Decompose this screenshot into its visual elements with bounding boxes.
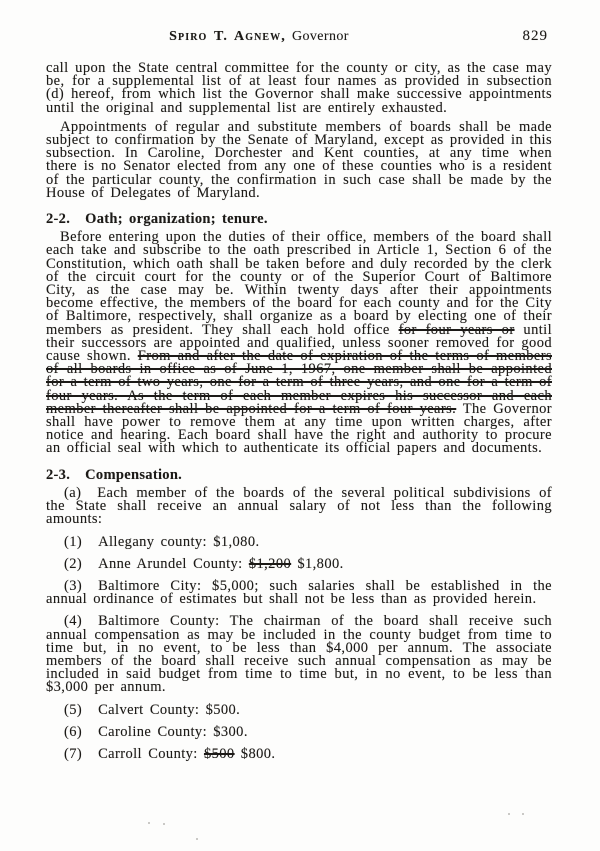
compensation-item-calvert xyxy=(46,701,552,718)
section-title: Oath; organization; tenure. xyxy=(85,211,268,228)
page-header xyxy=(46,30,552,45)
item-number: (2) xyxy=(64,555,83,572)
amended-amount: $1,800. xyxy=(291,555,344,572)
governor-role: Governor xyxy=(292,29,349,44)
compensation-item-carroll xyxy=(46,745,552,762)
item-text: Baltimore County: The chairman of the board shall receive such annual compensation as may be included in the county budget from time to time but, in no event, to be less than $4,000 per annum. The associate members of the board shall receive such annual compensation as may be included in said budget from time to time but, in no event, to be less than $3,000 per annum. xyxy=(46,613,552,696)
struck-text-hold-office: for four years or xyxy=(398,321,515,338)
section-number: 2-3. xyxy=(46,466,71,483)
item-text: Baltimore City: $5,000; such salaries shall be established in the annual ordinance of estimates but shall not be less than as provided herein. xyxy=(46,577,552,608)
compensation-item-anne-arundel xyxy=(46,555,552,572)
paragraph-oath-tenure xyxy=(46,231,552,455)
section-title: Compensation. xyxy=(85,466,183,483)
scan-speckle xyxy=(508,813,510,815)
clause-letter: (a) xyxy=(64,484,82,501)
scan-speckle xyxy=(522,813,524,815)
section-heading-2-3 xyxy=(46,466,552,483)
item-text: Caroline County: $300. xyxy=(98,723,248,740)
item-number: (6) xyxy=(64,723,83,740)
item-number: (5) xyxy=(64,701,83,718)
item-text: Allegany county: $1,080. xyxy=(98,533,260,550)
amended-amount: $800. xyxy=(234,745,276,762)
item-number: (3) xyxy=(64,577,83,594)
section-heading-2-2 xyxy=(46,213,552,226)
item-text: Carroll County: xyxy=(98,745,204,762)
scan-speckle xyxy=(163,823,165,825)
item-number: (7) xyxy=(64,745,83,762)
oath-text-3: The Governor shall have power to remove them at any time upon written charges, after notice and hearing. Each board shall have the right and authority to procure an official seal with which to authenticate its official papers and documents. xyxy=(46,400,552,457)
governor-name: Spiro T. Agnew, xyxy=(169,29,286,44)
struck-amount: $500 xyxy=(203,745,235,762)
running-title xyxy=(46,30,472,43)
oath-text-2: until their successors are appointed and qualified, unless sooner removed for good cause shown. xyxy=(46,321,553,365)
compensation-item-baltimore-county xyxy=(46,615,552,694)
paragraph-appointments: Appointments of regular and substitute members of boards shall be made subject to confirmation by the Senate of Maryland, except as provided in this subsection. In Caroline, Dorchester and Kent counties, at any time when there is no Senator elected from any one of these counties who is a resident of the particular county, the confirmation in such case shall be made by the House of Delegates of Maryland. xyxy=(46,118,552,201)
struck-text-terms: From and after the date of expiration of the terms of members of all boards in office as of June 1, 1967, one member shall be appointed for a term of two years, one for a term of three years, and one for a term of four years. As the term of each member expires his successor and each member thereafter shall be appointed for a term of four years. xyxy=(46,348,552,417)
oath-text-1: Before entering upon the duties of their office, members of the board shall each take and subscribe to the oath prescribed in Article 1, Section 6 of the Constitution, which oath shall be taken before and duly recorded by the clerk of the circuit court for the county or of the Superior Court of Baltimore City, as the case may be. Within twenty days after their appointments become effective, the members of the board for each county and for the City of Baltimore, respectively, shall organize as a board by electing one of their members as president. They shall each hold office xyxy=(46,229,552,338)
compensation-item-allegany xyxy=(46,533,552,550)
item-number: (4) xyxy=(64,613,83,630)
clause-text: Each member of the boards of the several political subdivisions of the State shall receive an annual salary of not less than the following amounts: xyxy=(46,484,552,528)
compensation-item-baltimore-city xyxy=(46,577,552,608)
scan-speckle xyxy=(196,838,198,840)
item-text: Anne Arundel County: xyxy=(98,555,249,572)
paragraph-continuation: call upon the State central committee for the county or city, as the case may be, for a supplemental list of at least four names as provided in subsection (d) hereof, from which list the Governor shall make successive appointments until the original and supplemental list are entirely exhausted. xyxy=(46,60,552,116)
item-text: Calvert County: $500. xyxy=(98,701,241,718)
struck-amount: $1,200 xyxy=(248,555,292,572)
compensation-item-caroline xyxy=(46,723,552,740)
scan-speckle xyxy=(148,822,150,824)
compensation-intro xyxy=(46,484,552,528)
item-number: (1) xyxy=(64,533,83,550)
page-number: 829 xyxy=(522,28,548,44)
section-number: 2-2. xyxy=(46,211,71,228)
